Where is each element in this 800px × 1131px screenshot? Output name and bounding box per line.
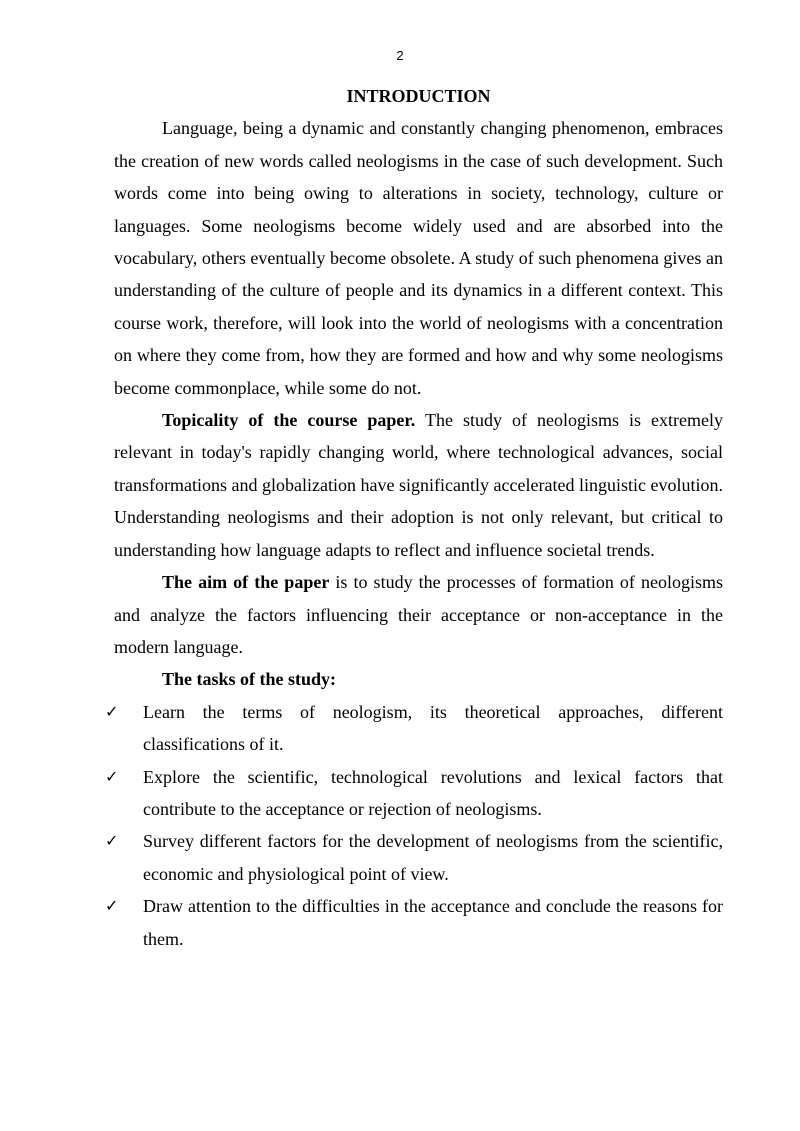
task-text: Survey different factors for the development of neologisms from the scientific, economic and physiological point of view. bbox=[143, 831, 723, 884]
check-icon: ✓ bbox=[105, 831, 119, 851]
task-text: Learn the terms of neologism, its theoretical approaches, different classifications of it. bbox=[143, 701, 723, 755]
list-item bbox=[105, 696, 723, 761]
task-text: Draw attention to the difficulties in the acceptance and conclude the reasons for them. bbox=[143, 896, 723, 949]
task-text: Explore the scientific, technological revolutions and lexical factors that contribute to the acceptance or rejection of neologisms. bbox=[143, 766, 723, 819]
list-item bbox=[105, 761, 723, 826]
aim-label: The aim of the paper bbox=[162, 572, 330, 593]
check-icon: ✓ bbox=[105, 896, 119, 916]
check-icon: ✓ bbox=[105, 766, 119, 786]
page-title: INTRODUCTION bbox=[346, 86, 491, 106]
topicality-paragraph bbox=[114, 404, 723, 566]
list-item bbox=[105, 890, 723, 955]
tasks-list bbox=[105, 696, 723, 955]
aim-text: is to study the processes of formation of neologisms and analyze the factors influencing their acceptance or non-acceptance in the modern language. bbox=[114, 572, 723, 657]
aim-paragraph bbox=[114, 566, 723, 663]
document-body bbox=[105, 80, 723, 955]
intro-paragraph: Language, being a dynamic and constantly changing phenomenon, embraces the creation of new words called neologisms in the case of such development. Such words come into being owing to alterations in society, technology, culture or languages. Some neologisms become widely used and are absorbed into the vocabulary, others eventually become obsolete. A study of such phenomena gives an understanding of the culture of people and its dynamics in a different context. This course work, therefore, will look into the world of neologisms with a concentration on where they come from, how they are formed and how and why some neologisms become commonplace, while some do not. bbox=[114, 118, 723, 398]
topicality-label: Topicality of the course paper. bbox=[162, 410, 416, 431]
tasks-heading: The tasks of the study: bbox=[162, 669, 337, 690]
page-number: 2 bbox=[396, 48, 404, 63]
check-icon: ✓ bbox=[105, 701, 119, 721]
list-item bbox=[105, 825, 723, 890]
topicality-text: The study of neologisms is extremely relevant in today's rapidly changing world, where technological advances, social transformations and globalization have significantly accelerated linguistic evolution. Understanding neologisms and their adoption is not only relevant, but critical to understanding how language adapts to reflect and influence societal trends. bbox=[114, 410, 723, 560]
